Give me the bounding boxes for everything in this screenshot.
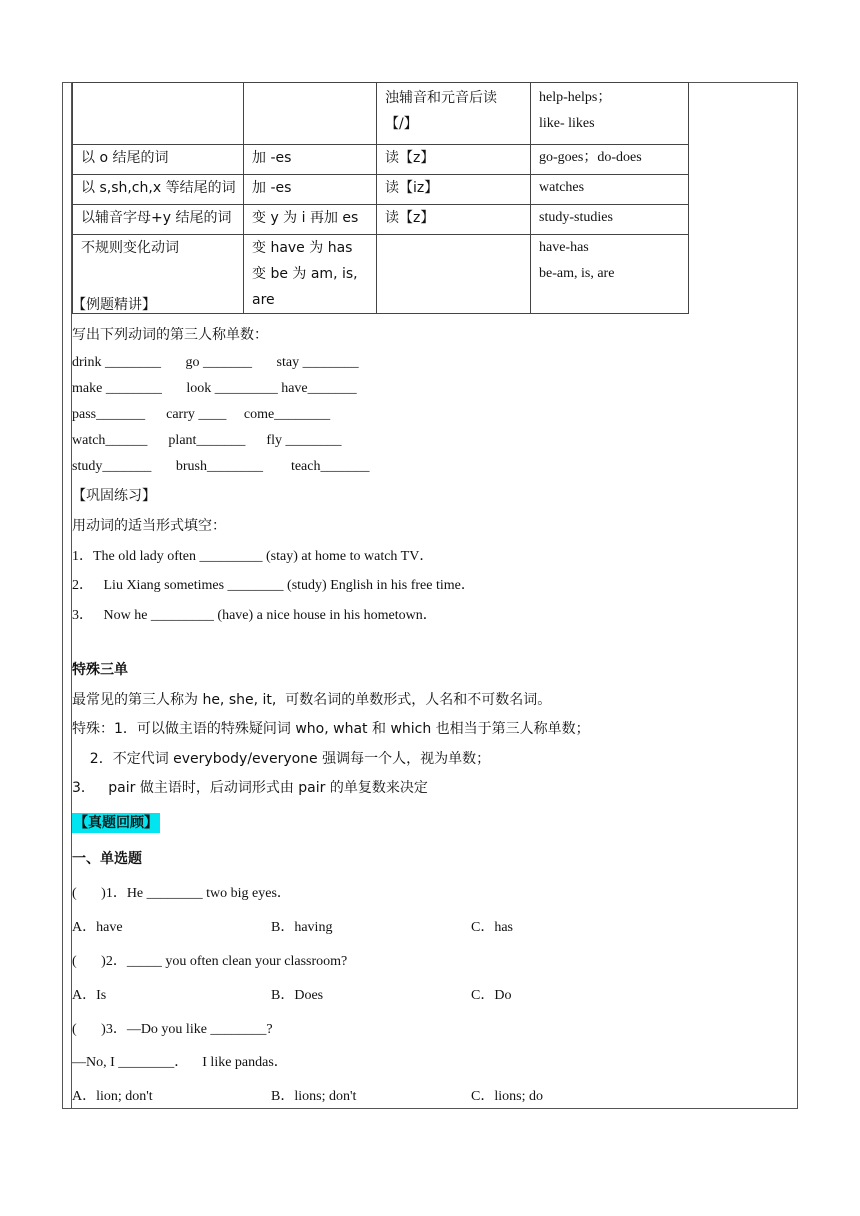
table-row — [73, 145, 689, 175]
question-stem: ( )2．_____ you often clean your classroom? — [72, 954, 348, 969]
table-cell: 读【z】 — [377, 145, 531, 175]
option-a: A．have — [72, 920, 123, 935]
practice-item: 3． Now he _________ (have) a nice house in his hometown． — [72, 608, 437, 623]
practice-item: 2． Liu Xiang sometimes ________ (study) English in his free time． — [72, 578, 475, 593]
question-stem: ( )1．He ________ two big eyes． — [72, 886, 291, 901]
table-cell: go-goes；do-does — [531, 145, 689, 175]
table-cell: have-has be-am, is, are — [531, 235, 689, 314]
table-cell: 以 o 结尾的词 — [73, 145, 244, 175]
special-title: 特殊三单 — [72, 662, 128, 678]
table-row — [73, 83, 689, 145]
option-b: B．lions; don't — [271, 1089, 357, 1104]
table-row — [73, 175, 689, 205]
table-cell: 变 have 为 has 变 be 为 am, is, are — [244, 235, 377, 314]
table-cell — [244, 83, 377, 145]
special-line: 特殊：1．可以做主语的特殊疑问词 who, what 和 which 也相当于第三人称单数； — [72, 721, 590, 737]
option-c: C．lions; do — [471, 1089, 543, 1104]
practice-heading: 【巩固练习】 — [72, 488, 156, 504]
table-cell: 浊辅音和元音后读 【/】 — [377, 83, 531, 145]
table-row — [73, 235, 689, 314]
option-b: B．Does — [271, 988, 324, 1003]
option-c: C．Do — [471, 988, 512, 1003]
table-cell: study-studies — [531, 205, 689, 235]
option-a: A．Is — [72, 988, 107, 1003]
verb-rules-table — [72, 82, 689, 314]
table-cell — [73, 83, 244, 145]
table-row — [73, 205, 689, 235]
example-line: make ________ look _________ have_______ — [72, 381, 357, 396]
example-heading: 【例题精讲】 — [72, 297, 156, 313]
section-title: 一、单选题 — [72, 851, 142, 867]
table-cell: 读【z】 — [377, 205, 531, 235]
special-line: 2．不定代词 everybody/everyone 强调每一个人，视为单数； — [72, 751, 491, 767]
table-cell: help-helps； like- likes — [531, 83, 689, 145]
table-cell: 加 -es — [244, 175, 377, 205]
table-cell: 加 -es — [244, 145, 377, 175]
special-line: 3． pair 做主语时，后动词形式由 pair 的单复数来决定 — [72, 780, 428, 796]
table-cell — [377, 235, 531, 314]
question-stem: ( )3．—Do you like ________? — [72, 1022, 273, 1037]
practice-instruction: 用动词的适当形式填空： — [72, 518, 226, 534]
table-cell: 变 y 为 i 再加 es — [244, 205, 377, 235]
table-cell: 读【iz】 — [377, 175, 531, 205]
example-line: pass_______ carry ____ come________ — [72, 407, 331, 422]
option-a: A．lion; don't — [72, 1089, 153, 1104]
special-line: 最常见的第三人称为 he, she, it, 可数名词的单数形式，人名和不可数名词。 — [72, 692, 552, 708]
example-instruction: 写出下列动词的第三人称单数： — [72, 327, 268, 343]
example-line: study_______ brush________ teach_______ — [72, 459, 370, 474]
table-cell: 以 s,sh,ch,x 等结尾的词 — [73, 175, 244, 205]
question-stem: —No, I ________． I like pandas． — [72, 1055, 288, 1070]
review-tag: 【真题回顾】 — [74, 815, 158, 831]
table-cell: watches — [531, 175, 689, 205]
table-cell: 不规则变化动词 — [73, 235, 244, 314]
table-cell: 以辅音字母+y 结尾的词 — [73, 205, 244, 235]
option-b: B．having — [271, 920, 333, 935]
option-c: C．has — [471, 920, 513, 935]
practice-item: 1．The old lady often _________ (stay) at home to watch TV． — [72, 549, 434, 564]
example-line: drink ________ go _______ stay ________ — [72, 355, 359, 370]
example-line: watch______ plant_______ fly ________ — [72, 433, 342, 448]
